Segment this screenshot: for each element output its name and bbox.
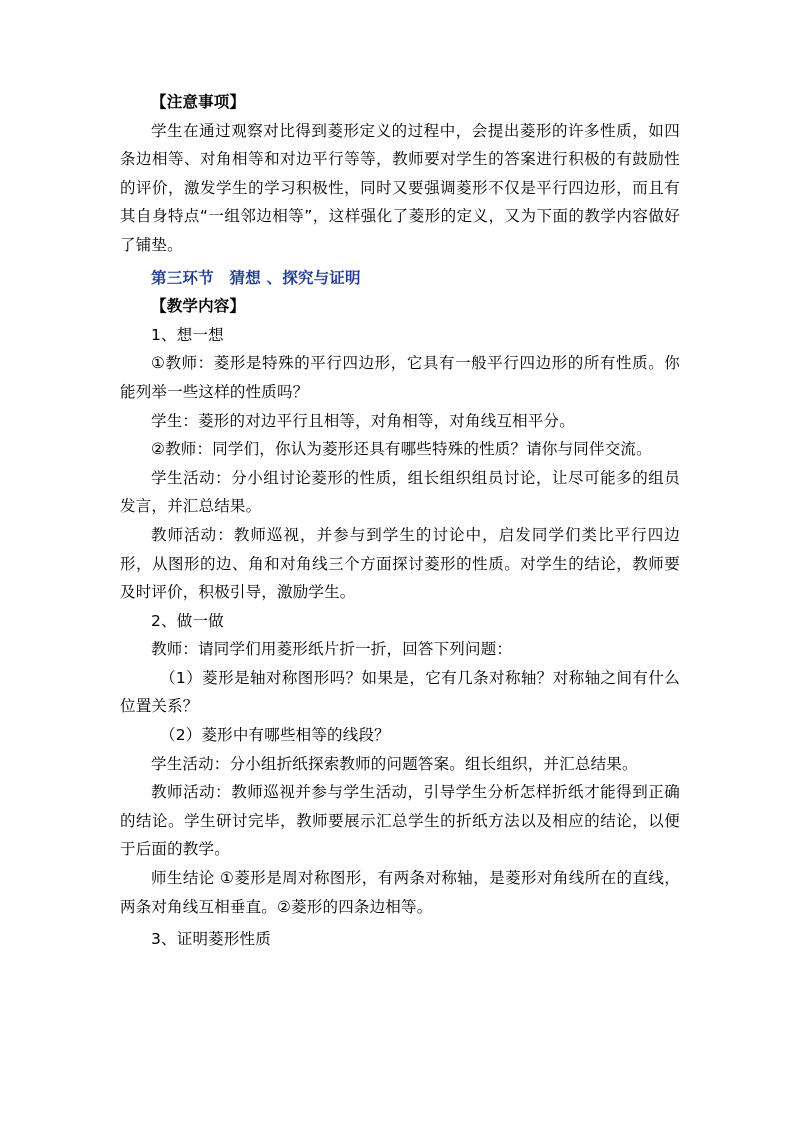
think-question-2: ②教师：同学们，你认为菱形还具有哪些特殊的性质？请你与同伴交流。 bbox=[151, 440, 652, 459]
do-question-1: （1）菱形是轴对称图形吗？如果是，它有几条对称轴？对称轴之间有什么位置关系？ bbox=[120, 668, 680, 716]
think-question-1: ①教师：菱形是特殊的平行四边形，它具有一般平行四边形的所有性质。你能列举一些这样的性质吗？ bbox=[120, 354, 680, 401]
teacher-activity-2: 教师活动：教师巡视并参与学生活动，引导学生分析怎样折纸才能得到正确的结论。学生研讨完毕，教师要展示汇总学生的折纸方法以及相应的结论，以便于后面的教学。 bbox=[120, 783, 680, 859]
student-activity-2: 学生活动：分小组折纸探索教师的问题答案。组长组织，并汇总结果。 bbox=[151, 754, 638, 773]
do-intro: 教师：请同学们用菱形纸片折一折，回答下列问题： bbox=[151, 640, 513, 659]
conclusion: 师生结论 ①菱形是周对称图形，有两条对称轴，是菱形对角线所在的直线，两条对角线互相垂直。②菱形的四条边相等。 bbox=[120, 869, 680, 916]
student-activity-1: 学生活动：分小组讨论菱形的性质，组长组织组员讨论，让尽可能多的组员发言，并汇总结果。 bbox=[120, 468, 680, 516]
do-question-2: （2）菱形中有哪些相等的线段？ bbox=[160, 726, 390, 745]
notes-body: 学生在通过观察对比得到菱形定义的过程中，会提出菱形的许多性质，如四条边相等、对角相等和对边平行等等，教师要对学生的答案进行积极的有鼓励性的评价，激发学生的学习积极性，同时又要强调菱形不仅是平行四边形，而且有其自身特点“一组邻边相等”，这样强化了菱形的定义，又为下面的教学内容做好了铺垫。 bbox=[120, 121, 680, 254]
do-title: 2、做一做 bbox=[151, 611, 224, 630]
prove-title: 3、证明菱形性质 bbox=[151, 930, 271, 949]
document-content bbox=[120, 88, 680, 954]
teacher-activity-1: 教师活动：教师巡视，并参与到学生的讨论中，启发同学们类比平行四边形，从图形的边、角和对角线三个方面探讨菱形的性质。对学生的结论，教师要及时评价，积极引导，激励学生。 bbox=[120, 525, 680, 602]
think-title: 1、想一想 bbox=[151, 325, 224, 344]
content-heading: 【教学内容】 bbox=[151, 297, 246, 316]
think-answer-1: 学生：菱形的对边平行且相等，对角相等，对角线互相平分。 bbox=[151, 411, 575, 430]
section-title: 第三环节 猜想 、探究与证明 bbox=[151, 268, 361, 287]
notes-heading: 【注意事项】 bbox=[151, 93, 246, 111]
